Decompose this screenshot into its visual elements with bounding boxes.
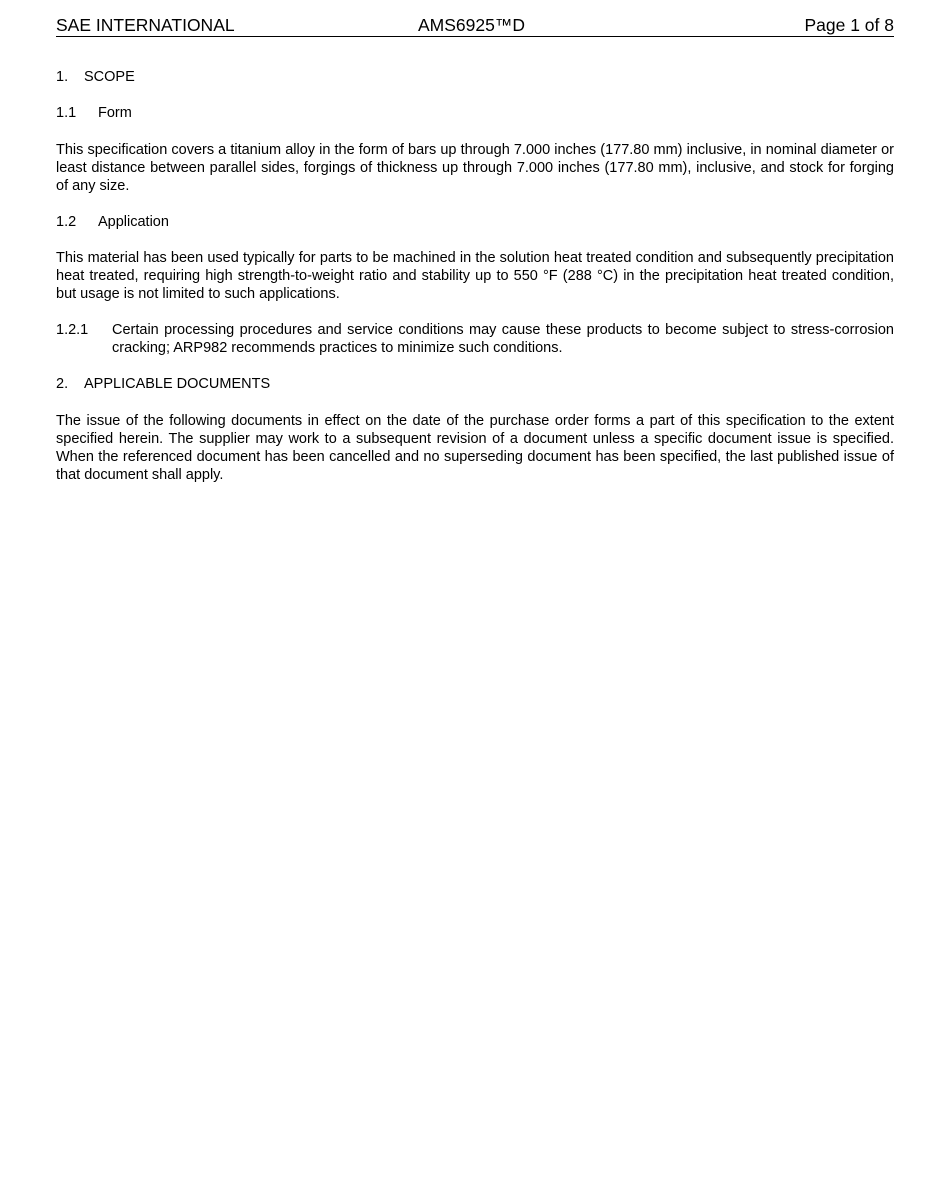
section-number: 1.2 bbox=[56, 214, 77, 230]
section-title: Application bbox=[98, 214, 169, 230]
section-number: 1.1 bbox=[56, 105, 77, 121]
header-organization: SAE INTERNATIONAL bbox=[56, 15, 235, 35]
header-page-number: Page 1 of 8 bbox=[804, 15, 894, 35]
section-number: 2. bbox=[56, 376, 69, 392]
application-paragraph: This material has been used typically for parts to be machined in the solution heat treated condition and subsequently precipitation heat treated, requiring high strength-to-weight ratio and stability up to 550 °F (288 °C) in the precipitation heat treated condition, but usage is not limited to such applications. bbox=[56, 250, 894, 302]
document-body bbox=[56, 68, 894, 484]
section-heading-scope bbox=[56, 68, 894, 86]
application-note-item bbox=[56, 321, 894, 357]
section-title: SCOPE bbox=[84, 69, 135, 85]
section-heading-form bbox=[56, 104, 894, 122]
header-document-number: AMS6925™D bbox=[418, 15, 525, 35]
section-heading-applicable-documents bbox=[56, 375, 894, 393]
page-header bbox=[56, 14, 894, 37]
section-title: Form bbox=[98, 105, 132, 121]
item-number: 1.2.1 bbox=[56, 322, 89, 338]
item-text: Certain processing procedures and service conditions may cause these products to become subject to stress-corrosion cracking; ARP982 recommends practices to minimize such conditions. bbox=[112, 322, 894, 356]
document-page bbox=[56, 14, 894, 484]
applicable-documents-paragraph: The issue of the following documents in effect on the date of the purchase order forms a part of this specification to the extent specified herein. The supplier may work to a subsequent revision of a document unless a specific document issue is specified. When the referenced document has been cancelled and no superseding document has been specified, the last published issue of that document shall apply. bbox=[56, 413, 894, 483]
section-number: 1. bbox=[56, 69, 69, 85]
section-heading-application bbox=[56, 213, 894, 231]
section-title: APPLICABLE DOCUMENTS bbox=[84, 376, 271, 392]
form-paragraph: This specification covers a titanium alloy in the form of bars up through 7.000 inches (177.80 mm) inclusive, in nominal diameter or least distance between parallel sides, forgings of thickness up through 7.000 inches (177.80 mm), inclusive, and stock for forging of any size. bbox=[56, 142, 894, 194]
